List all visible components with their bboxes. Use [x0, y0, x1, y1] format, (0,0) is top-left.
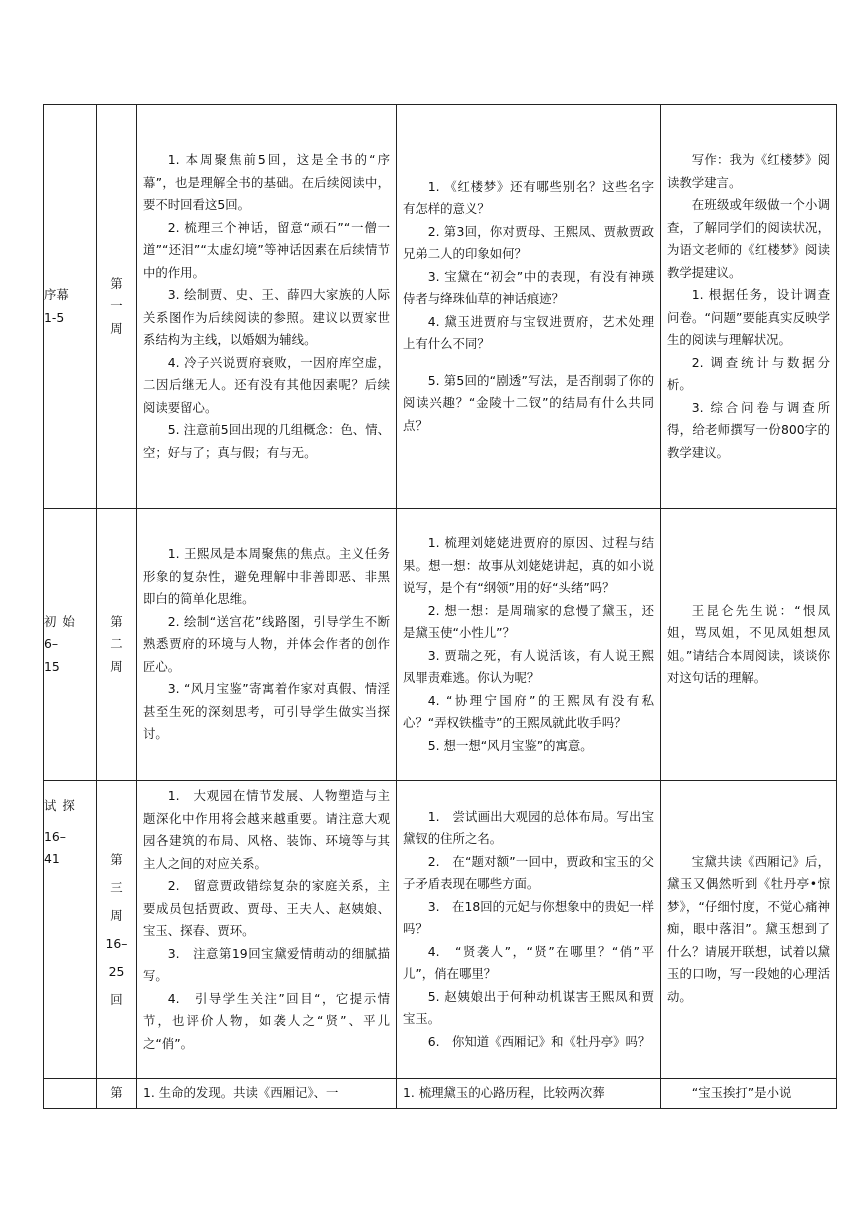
question-item: 3. 在18回的元妃与你想象中的贵妃一样吗？ [403, 898, 654, 937]
stage-range: 15 [44, 658, 60, 674]
task-item: 1. 根据任务，设计调查问卷。“问题”要能真实反映学生的阅读与理解状况。 [667, 287, 830, 347]
week-cell [97, 509, 137, 781]
week-char: 回 [110, 991, 123, 1007]
table-row [44, 781, 837, 1079]
question-item: 5. 第5回的“剧透”写法，是否削弱了你的阅读兴趣？“金陵十二钗”的结局有什么共同点？ [403, 372, 654, 433]
questions-cell [397, 105, 661, 509]
week-char: 第 [110, 851, 123, 867]
question-item: 5. 想一想“风月宝鉴”的寓意。 [427, 737, 593, 753]
question-item: 5. 赵姨娘出于何种动机谋害王熙凤和贾宝玉。 [403, 988, 654, 1027]
task-cell [661, 509, 837, 781]
task-cell [661, 1079, 837, 1109]
question-item: 4. 黛玉进贾府与宝钗进贾府，艺术处理上有什么不同？ [403, 313, 654, 352]
guide-item: 2. 留意贾政错综复杂的家庭关系，主要成员包括贾政、贾母、王夫人、赵姨娘、宝玉、探春、贾环。 [143, 878, 390, 938]
question-item: 4. “协理宁国府”的王熙凤有没有私心？“弄权铁槛寺”的王熙凤就此收手吗？ [403, 692, 654, 730]
guide-item: 4. 引导学生关注”回目“，它提示情节，也评价人物，如袭人之“贤”、平儿之“俏”。 [143, 990, 390, 1051]
stage-label: 试探 [44, 798, 81, 813]
guide-item: 1. 生命的发现。共读《西厢记》、一 [143, 1085, 339, 1101]
table-row [44, 105, 837, 509]
question-item: 3. 宝黛在“初会”中的表现，有没有神瑛侍者与绛珠仙草的神话痕迹？ [403, 268, 654, 307]
guide-item: 3. 绘制贾、史、王、薛四大家族的人际关系图作为后续阅读的参照。建议以贾家世系结构为主线，以婚姻为辅线。 [143, 287, 390, 347]
stage-range: 6– [44, 636, 59, 652]
task-item: “宝玉挨打”是小说 [691, 1085, 792, 1101]
week-char: 第 [110, 613, 123, 629]
stage-range: 16– [44, 828, 66, 844]
question-item: 2. 在“题对额”一回中，贾政和宝玉的父子矛盾表现在哪些方面。 [403, 853, 654, 892]
week-char: 25 [108, 963, 125, 979]
task-item: 王昆仑先生说：“恨凤姐，骂凤姐，不见凤姐想凤姐。”请结合本周阅读，谈谈你对这句话的理解。 [667, 602, 830, 685]
week-char: 三 [110, 879, 123, 895]
table-row [44, 1079, 837, 1109]
stage-range: 1-5 [44, 309, 65, 325]
guide-cell [137, 509, 397, 781]
questions-cell [397, 509, 661, 781]
table-row [44, 509, 837, 781]
week-cell [97, 781, 137, 1079]
guide-item: 3. 注意第19回宝黛爱情萌动的细腻描写。 [143, 945, 390, 983]
question-item: 3. 贾瑞之死，有人说活该，有人说王熙凤罪责难逃。你认为呢？ [403, 647, 654, 685]
question-item: 1. 尝试画出大观园的总体布局。写出宝黛钗的住所之名。 [403, 808, 654, 847]
week-char: 第 [110, 1085, 123, 1101]
guide-cell [137, 781, 397, 1079]
guide-item: 2. 绘制“送宫花”线路图，引导学生不断熟悉贾府的环境与人物，并体会作者的创作匠心。 [143, 613, 390, 674]
guide-item: 1. 王熙凤是本周聚焦的焦点。主义任务形象的复杂性，避免理解中非善即恶、非黑即白的简单化思维。 [143, 546, 390, 607]
question-item: 2. 第3回，你对贾母、王熙凤、贾赦贾政兄弟二人的印象如何？ [403, 223, 654, 262]
question-item: 1. 梳理黛玉的心路历程，比较两次葬 [403, 1085, 605, 1101]
task-item: 宝黛共读《西厢记》后，黛玉又偶然听到《牡丹亭•惊梦》，“仔细忖度，不觉心痛神痴，眼中落泪”。黛玉想到了什么？请展开联想，试着以黛玉的口吻，写一段她的心理活动。 [667, 853, 830, 1004]
week-char: 一 [110, 298, 123, 314]
guide-item: 1. 大观园在情节发展、人物塑造与主题深化中作用将会越来越重要。请注意大观园各建筑的布局、风格、装饰、环境等与其主人之间的对应关系。 [143, 788, 390, 871]
stage-label: 初始 [44, 613, 81, 629]
question-item: 2. 想一想：是周瑞家的怠慢了黛玉，还是黛玉使“小性儿”？ [403, 602, 654, 640]
stage-cell [44, 1079, 97, 1109]
guide-item: 4. 冷子兴说贾府衰败，一因府库空虚，二因后继无人。还有没有其他因素呢？后续阅读要留心。 [143, 354, 390, 415]
task-cell [661, 781, 837, 1079]
stage-cell [44, 105, 97, 509]
stage-label: 序幕 [44, 287, 69, 302]
task-cell [661, 105, 837, 509]
guide-cell [137, 1079, 397, 1109]
task-item: 3. 综合问卷与调查所得，给老师撰写一份800字的教学建议。 [667, 399, 830, 460]
week-char: 二 [110, 636, 123, 652]
question-item: 4. “贤袭人”，“贤”在哪里？“俏”平儿”，俏在哪里？ [403, 943, 654, 982]
question-item: 6. 你知道《西厢记》和《牡丹亭》吗？ [427, 1033, 651, 1049]
guide-item: 2. 梳理三个神话，留意“顽石”“一僧一道”“还泪”“太虚幻境”等神话因素在后续情节中的作用。 [143, 219, 390, 280]
week-char: 周 [110, 320, 123, 336]
week-char: 第 [110, 275, 123, 291]
week-char: 16– [105, 935, 128, 951]
week-cell [97, 105, 137, 509]
question-item: 1. 《红楼梦》还有哪些别名？这些名字有怎样的意义？ [403, 178, 654, 217]
guide-item: 3. “风月宝鉴”寄寓着作家对真假、情淫甚至生死的深刻思考，可引导学生做实当探讨。 [143, 681, 390, 742]
question-item: 1. 梳理刘姥姥进贾府的原因、过程与结果。想一想：故事从刘姥姥讲起，真的如小说说写，是个有“纲领”用的好“头绪”吗？ [403, 535, 654, 595]
week-char: 周 [110, 658, 123, 674]
questions-cell [397, 1079, 661, 1109]
week-cell [97, 1079, 137, 1109]
task-item: 2. 调查统计与数据分析。 [667, 354, 830, 392]
reading-plan-table [43, 104, 837, 1109]
questions-cell [397, 781, 661, 1079]
stage-range: 41 [44, 851, 60, 866]
guide-item: 5. 注意前5回出现的几组概念：色、情、空；好与了；真与假；有与无。 [143, 422, 390, 460]
stage-cell [44, 781, 97, 1079]
task-item: 写作：我为《红楼梦》阅读教学建言。 [667, 152, 830, 190]
week-char: 周 [110, 907, 123, 923]
task-item: 在班级或年级做一个小调查，了解同学们的阅读状况，为语文老师的《红楼梦》阅读教学提建议。 [667, 197, 830, 280]
stage-cell [44, 509, 97, 781]
guide-cell [137, 105, 397, 509]
guide-item: 1. 本周聚焦前5回，这是全书的“序幕”，也是理解全书的基础。在后续阅读中，要不时回看这5回。 [143, 152, 390, 212]
